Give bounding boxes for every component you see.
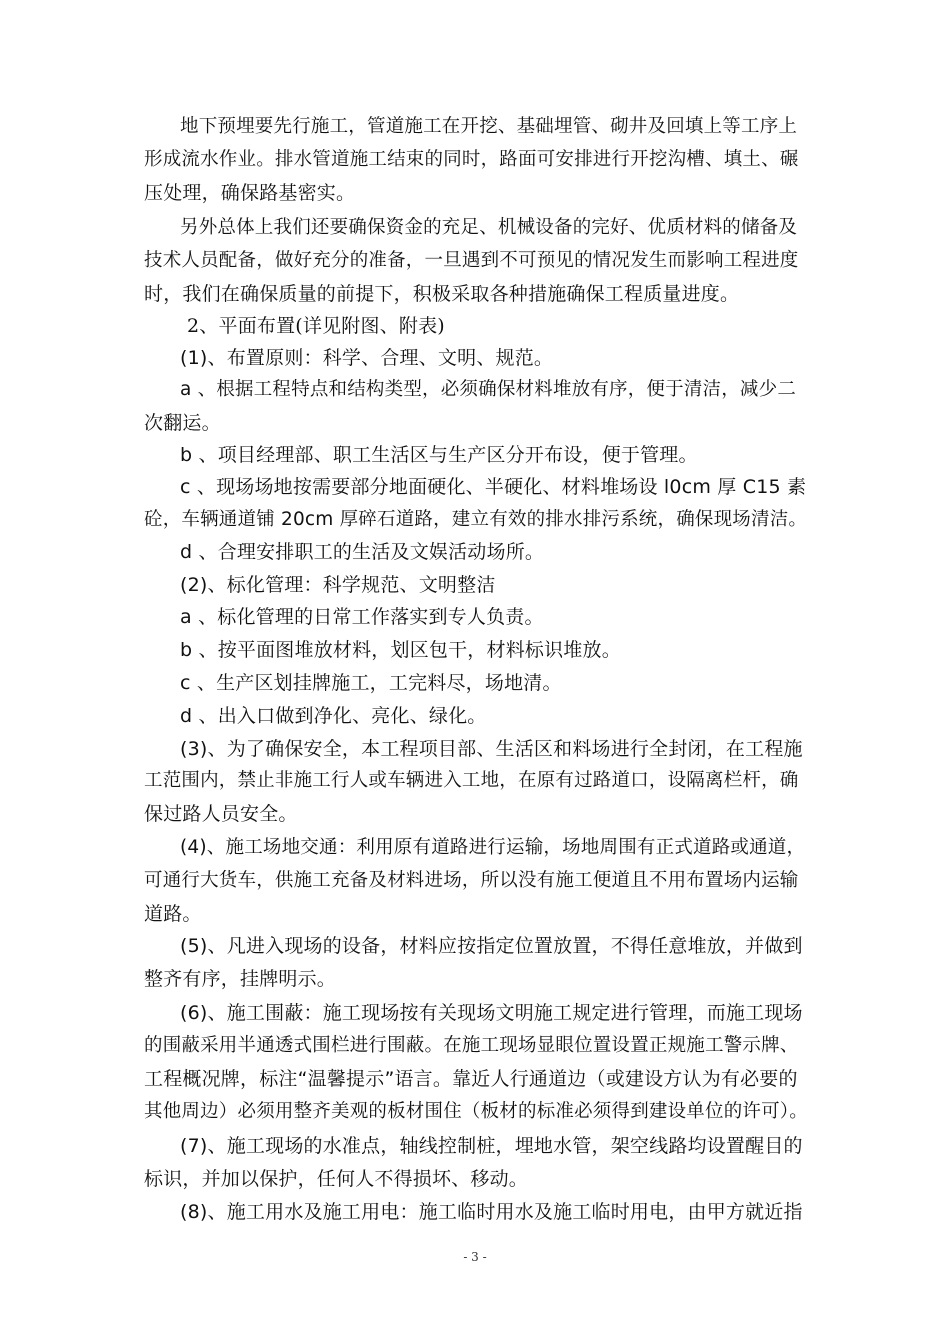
body-text-line: 次翻运。 (144, 412, 221, 434)
body-text-line: 工程概况牌，标注“温馨提示”语言。靠近人行通道边（或建设方认为有必要的 (144, 1068, 798, 1090)
body-text-line: 道路。 (144, 903, 202, 925)
body-text-line: 时，我们在确保质量的前提下，积极采取各种措施确保工程质量进度。 (144, 283, 740, 305)
body-text-line: 保过路人员安全。 (144, 803, 298, 825)
body-text-line: b 、按平面图堆放材料，划区包干，材料标识堆放。 (180, 639, 621, 661)
body-text-line: 其他周边）必须用整齐美观的板材围住（板材的标准必须得到建设单位的许可）。 (144, 1101, 808, 1122)
body-text-line: c 、生产区划挂牌施工，工完料尽，场地清。 (180, 672, 562, 694)
body-text-line: (8)、施工用水及施工用电：施工临时用水及施工临时用电，由甲方就近指 (180, 1201, 803, 1223)
body-text-line: b 、项目经理部、职工生活区与生产区分开布设，便于管理。 (180, 444, 698, 466)
body-text-line: (1)、布置原则：科学、合理、文明、规范。 (180, 347, 554, 369)
body-text-line: 形成流水作业。排水管道施工结束的同时，路面可安排进行开挖沟槽、填土、碾 (144, 149, 799, 170)
body-text-line: 整齐有序，挂牌明示。 (144, 968, 337, 990)
body-text-line: d 、出入口做到净化、亮化、绿化。 (180, 705, 487, 727)
body-text-line: (5)、凡进入现场的设备，材料应按指定位置放置，不得任意堆放，并做到 (180, 935, 803, 957)
body-text-line: c 、现场场地按需要部分地面硬化、半硬化、材料堆场设 l0cm 厚 C15 素 (180, 476, 807, 498)
body-text-line: 可通行大货车，供施工充备及材料进场，所以没有施工便道且不用布置场内运输 (144, 870, 799, 891)
body-text-line: (4)、施工场地交通：利用原有道路进行运输，场地周围有正式道路或通道， (180, 837, 806, 858)
body-text-line: (7)、施工现场的水准点，轴线控制桩，埋地水管，架空线路均设置醒目的 (180, 1135, 803, 1157)
body-text-line: a 、根据工程特点和结构类型，必须确保材料堆放有序，便于清洁，减少二 (180, 379, 797, 400)
body-text-line: 地下预埋要先行施工，管道施工在开挖、基础埋管、砌井及回填上等工序上 (180, 116, 798, 137)
body-text-line: (6)、施工围蔽：施工现场按有关现场文明施工规定进行管理，而施工现场 (180, 1002, 803, 1024)
body-text-line: 标识，并加以保护，任何人不得损坏、移动。 (144, 1168, 529, 1190)
body-text-line: 压处理，确保路基密实。 (144, 182, 356, 204)
body-text-line: (3)、为了确保安全，本工程项目部、生活区和料场进行全封闭，在工程施 (180, 738, 803, 760)
body-text-line: 技术人员配备，做好充分的准备，一旦遇到不可预见的情况发生而影响工程进度 (144, 250, 799, 271)
body-text-line: a 、标化管理的日常工作落实到专人负责。 (180, 606, 544, 628)
body-text-line: 工范围内，禁止非施工行人或车辆进入工地，在原有过路道口，设隔离栏杆，确 (144, 770, 799, 791)
body-text-line: (2)、标化管理：科学规范、文明整洁 (180, 574, 496, 596)
body-text-line: 砼，车辆通道铺 20cm 厚碎石道路，建立有效的排水排污系统，确保现场清洁。 (144, 509, 808, 530)
body-text-line: d 、合理安排职工的生活及文娱活动场所。 (180, 541, 545, 563)
body-text-line: 另外总体上我们还要确保资金的充足、机械设备的完好、优质材料的储备及 (180, 217, 798, 238)
page-number: - 3 - (463, 1250, 487, 1264)
section-heading: 2、平面布置(详见附图、附表) (187, 315, 445, 337)
body-text-line: 的围蔽采用半通透式围栏进行围蔽。在施工现场显眼位置设置正规施工警示牌、 (144, 1035, 799, 1056)
